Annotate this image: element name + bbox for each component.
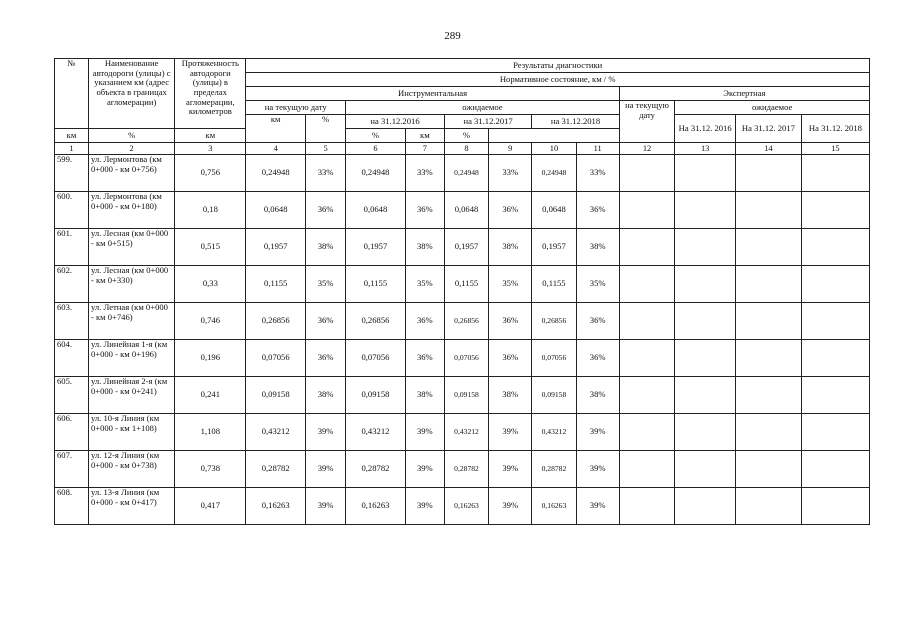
value-pct: 39% [306,414,346,451]
road-length: 0,18 [175,192,246,229]
table-row [55,229,870,266]
expert-empty-cell [675,229,736,266]
road-length: 0,515 [175,229,246,266]
column-index-cell: 10 [532,143,576,155]
column-index-cell: 2 [88,143,174,155]
expert-empty-cell [736,340,802,377]
value-km: 0,26856 [246,303,306,340]
row-number: 600. [55,192,89,229]
expert-empty-cell [736,229,802,266]
expert-empty-cell [675,377,736,414]
value-pct: 36% [576,340,619,377]
expert-empty-cell [619,155,675,192]
value-km: 0,16263 [346,488,406,525]
expert-empty-cell [801,192,869,229]
value-km: 0,1155 [444,266,488,303]
value-km: 0,43212 [444,414,488,451]
road-length: 0,33 [175,266,246,303]
value-km: 0,24948 [532,155,576,192]
value-pct: 39% [489,488,532,525]
road-name: ул. Лермонтова (км 0+000 - км 0+756) [88,155,174,192]
header-km-2016: км [55,129,89,143]
expert-empty-cell [619,192,675,229]
header-pct-2017: % [346,129,406,143]
row-number: 606. [55,414,89,451]
value-pct: 33% [489,155,532,192]
value-pct: 33% [405,155,444,192]
value-km: 0,43212 [246,414,306,451]
value-pct: 38% [306,377,346,414]
value-pct: 36% [576,192,619,229]
road-length: 0,756 [175,155,246,192]
table-row [55,155,870,192]
expert-empty-cell [736,451,802,488]
value-pct: 36% [489,340,532,377]
value-pct: 36% [489,192,532,229]
value-km: 0,24948 [246,155,306,192]
value-km: 0,1957 [246,229,306,266]
value-pct: 39% [576,414,619,451]
row-number: 602. [55,266,89,303]
header-km-2017: км [175,129,246,143]
expert-empty-cell [736,414,802,451]
value-pct: 36% [576,303,619,340]
value-pct: 36% [306,340,346,377]
road-length: 0,738 [175,451,246,488]
value-km: 0,07056 [246,340,306,377]
header-pct: % [306,115,346,143]
expert-empty-cell [736,192,802,229]
value-km: 0,0648 [532,192,576,229]
value-pct: 33% [306,155,346,192]
road-name: ул. Лермонтова (км 0+000 - км 0+180) [88,192,174,229]
table-row [55,340,870,377]
value-km: 0,09158 [532,377,576,414]
column-index-cell: 1 [55,143,89,155]
expert-empty-cell [619,451,675,488]
expert-empty-cell [619,377,675,414]
expert-empty-cell [675,303,736,340]
value-km: 0,26856 [444,303,488,340]
expert-empty-cell [736,488,802,525]
value-km: 0,0648 [346,192,406,229]
expert-empty-cell [736,303,802,340]
column-index-cell: 4 [246,143,306,155]
page-number: 289 [444,30,461,42]
value-km: 0,07056 [532,340,576,377]
road-name: ул. Лесная (км 0+000 - км 0+515) [88,229,174,266]
expert-empty-cell [619,303,675,340]
row-number: 607. [55,451,89,488]
header-pct-2018: % [444,129,488,143]
value-pct: 39% [405,451,444,488]
value-pct: 36% [306,303,346,340]
value-km: 0,07056 [346,340,406,377]
expert-empty-cell [801,340,869,377]
expert-empty-cell [801,229,869,266]
row-number: 603. [55,303,89,340]
expert-empty-cell [675,414,736,451]
value-pct: 35% [405,266,444,303]
header-on-2017: на 31.12.2017 [444,115,531,129]
road-length: 1,108 [175,414,246,451]
value-pct: 36% [306,192,346,229]
road-length: 0,196 [175,340,246,377]
expert-empty-cell [619,488,675,525]
expert-empty-cell [801,266,869,303]
expert-empty-cell [801,303,869,340]
table-row [55,192,870,229]
value-km: 0,09158 [444,377,488,414]
header-km-2018: км [405,129,444,143]
value-pct: 39% [306,451,346,488]
value-pct: 39% [306,488,346,525]
value-km: 0,1155 [346,266,406,303]
expert-empty-cell [675,266,736,303]
value-km: 0,28782 [346,451,406,488]
value-km: 0,1957 [532,229,576,266]
value-pct: 39% [489,414,532,451]
row-number: 605. [55,377,89,414]
expert-empty-cell [675,451,736,488]
header-exp-2016: На 31.12. 2016 [675,115,736,143]
expert-empty-cell [619,414,675,451]
value-km: 0,28782 [246,451,306,488]
value-pct: 38% [405,229,444,266]
value-pct: 38% [489,229,532,266]
expert-empty-cell [801,414,869,451]
road-name: ул. Лесная (км 0+000 - км 0+330) [88,266,174,303]
header-on-2016: на 31.12.2016 [346,115,445,129]
value-km: 0,24948 [444,155,488,192]
value-pct: 39% [405,488,444,525]
road-name: ул. 10-я Линия (км 0+000 - км 1+108) [88,414,174,451]
header-current-date: на текущую дату [246,101,346,115]
value-km: 0,24948 [346,155,406,192]
row-number: 599. [55,155,89,192]
column-index-cell: 3 [175,143,246,155]
header-length: Протяженность автодороги (улицы) в пределах агломерации, километров [175,59,246,129]
table-row [55,266,870,303]
value-pct: 33% [576,155,619,192]
header-on-2018: на 31.12.2018 [532,115,619,129]
road-name: ул. Линейная 2-я (км 0+000 - км 0+241) [88,377,174,414]
value-pct: 39% [576,451,619,488]
row-number: 601. [55,229,89,266]
value-pct: 35% [489,266,532,303]
column-index-cell: 13 [675,143,736,155]
road-length: 0,417 [175,488,246,525]
value-km: 0,28782 [444,451,488,488]
expert-empty-cell [801,155,869,192]
value-km: 0,1155 [246,266,306,303]
value-pct: 38% [576,377,619,414]
road-length: 0,241 [175,377,246,414]
header-num: № [55,59,89,129]
table-row [55,488,870,525]
road-length: 0,746 [175,303,246,340]
column-index-cell: 9 [489,143,532,155]
value-km: 0,28782 [532,451,576,488]
header-name: Наименование автодороги (улицы) с указанием км (адрес объекта в границах агломерации) [88,59,174,129]
expert-empty-cell [801,451,869,488]
value-km: 0,16263 [532,488,576,525]
value-km: 0,09158 [246,377,306,414]
road-name: ул. 13-я Линия (км 0+000 - км 0+417) [88,488,174,525]
value-km: 0,0648 [246,192,306,229]
header-km: км [246,115,306,143]
value-pct: 35% [576,266,619,303]
table-row [55,451,870,488]
expert-empty-cell [801,377,869,414]
header-current-date-expert: на текущую дату [619,101,675,143]
expert-empty-cell [801,488,869,525]
expert-empty-cell [675,340,736,377]
road-name: ул. 12-я Линия (км 0+000 - км 0+738) [88,451,174,488]
expert-empty-cell [736,377,802,414]
header-normative: Нормативное состояние, км / % [246,73,870,87]
diagnostics-table [54,58,870,525]
value-pct: 36% [405,340,444,377]
value-km: 0,26856 [346,303,406,340]
expert-empty-cell [675,192,736,229]
value-km: 0,43212 [346,414,406,451]
row-number: 608. [55,488,89,525]
table-row [55,414,870,451]
row-number: 604. [55,340,89,377]
value-km: 0,07056 [444,340,488,377]
value-km: 0,16263 [246,488,306,525]
expert-empty-cell [619,340,675,377]
value-pct: 39% [405,414,444,451]
table-row [55,377,870,414]
table-body [55,155,870,525]
column-index-cell: 7 [405,143,444,155]
header-instrumental: Инструментальная [246,87,619,101]
value-pct: 39% [576,488,619,525]
expert-empty-cell [675,155,736,192]
column-index-cell: 14 [736,143,802,155]
header-expected-expert: ожидаемое [675,101,870,115]
value-km: 0,26856 [532,303,576,340]
header-pct-2016: % [88,129,174,143]
value-pct: 36% [405,303,444,340]
value-km: 0,1155 [532,266,576,303]
header-results: Результаты диагностики [246,59,870,73]
value-pct: 38% [489,377,532,414]
header-exp-2017: На 31.12. 2017 [736,115,802,143]
column-index-cell: 15 [801,143,869,155]
column-index-cell: 12 [619,143,675,155]
road-name: ул. Линейная 1-я (км 0+000 - км 0+196) [88,340,174,377]
expert-empty-cell [619,266,675,303]
value-pct: 39% [489,451,532,488]
value-km: 0,43212 [532,414,576,451]
header-expert: Экспертная [619,87,869,101]
value-pct: 36% [489,303,532,340]
expert-empty-cell [736,266,802,303]
expert-empty-cell [736,155,802,192]
value-pct: 36% [405,192,444,229]
road-name: ул. Летная (км 0+000 - км 0+746) [88,303,174,340]
value-km: 0,1957 [444,229,488,266]
column-index-cell: 6 [346,143,406,155]
value-pct: 38% [306,229,346,266]
expert-empty-cell [675,488,736,525]
value-pct: 38% [576,229,619,266]
value-pct: 35% [306,266,346,303]
table-row [55,303,870,340]
value-km: 0,09158 [346,377,406,414]
value-km: 0,0648 [444,192,488,229]
column-index-row [55,143,870,155]
expert-empty-cell [619,229,675,266]
value-pct: 38% [405,377,444,414]
column-index-cell: 11 [576,143,619,155]
header-expected: ожидаемое [346,101,620,115]
header-exp-2018: На 31.12. 2018 [801,115,869,143]
value-km: 0,1957 [346,229,406,266]
column-index-cell: 5 [306,143,346,155]
value-km: 0,16263 [444,488,488,525]
column-index-cell: 8 [444,143,488,155]
